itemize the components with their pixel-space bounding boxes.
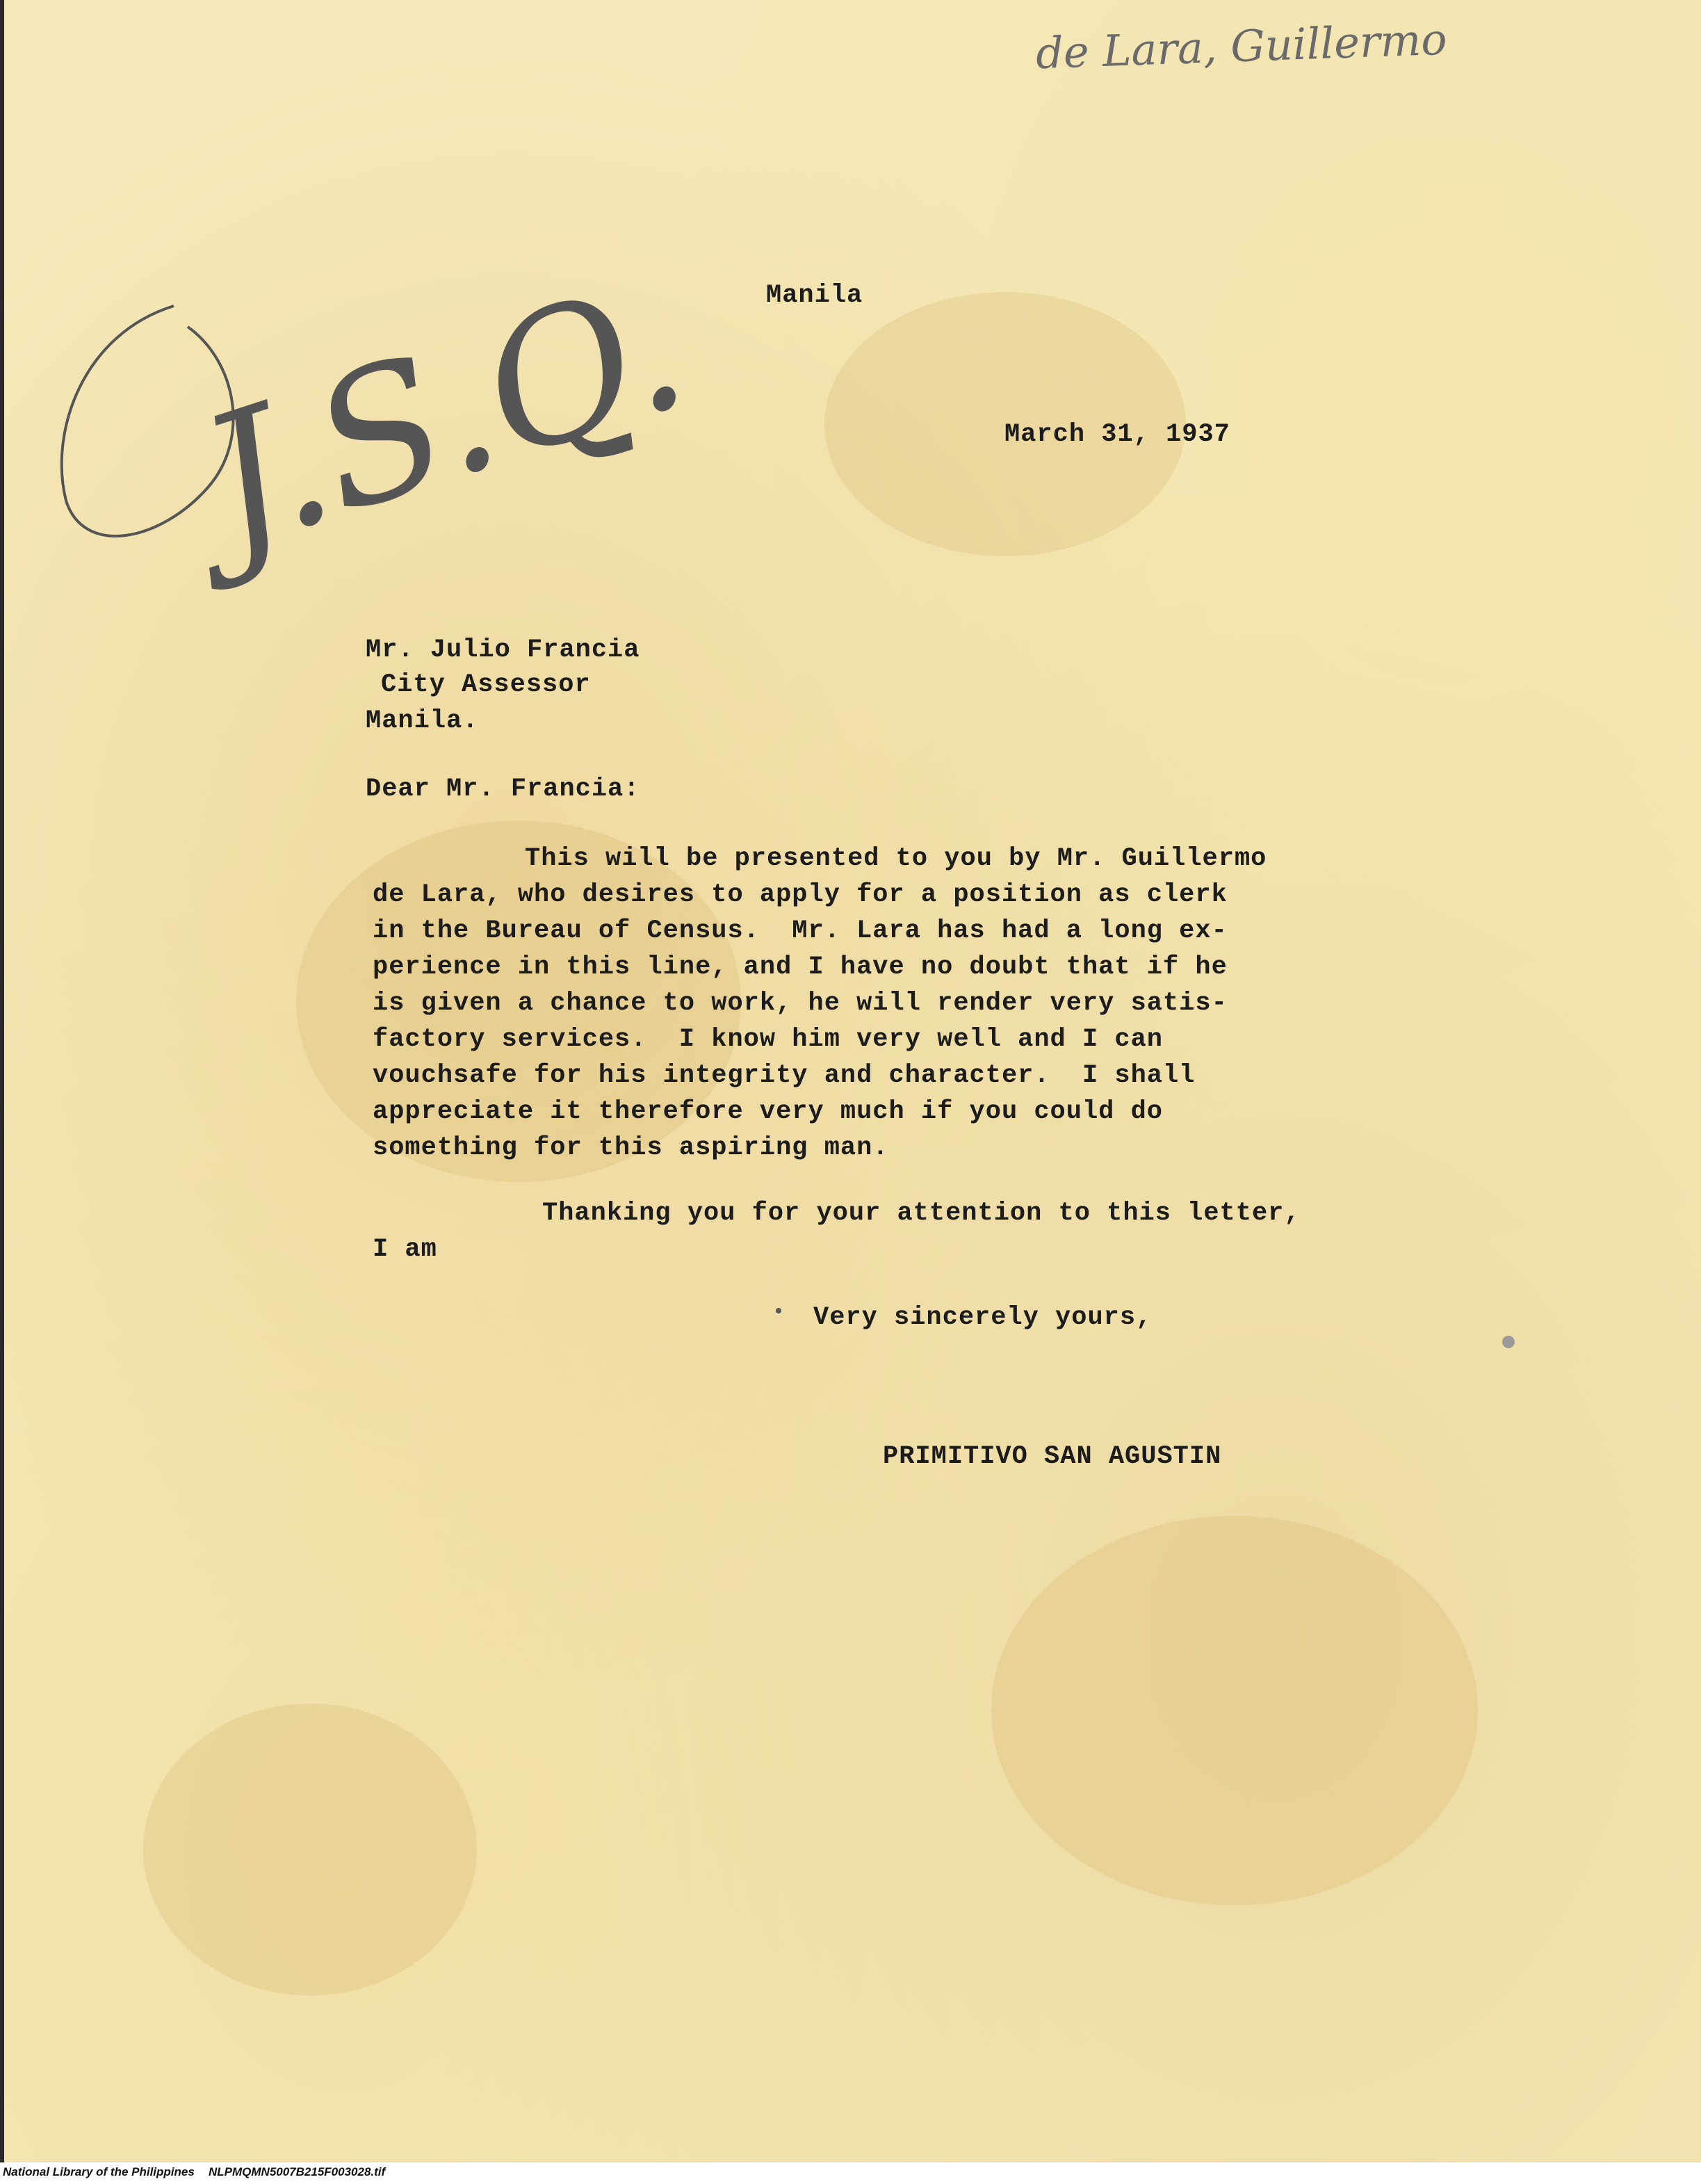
salutation: Dear Mr. Francia: (366, 775, 640, 804)
recipient-title: City Assessor (381, 670, 591, 699)
body-line: de Lara, who desires to apply for a position as clerk (373, 880, 1228, 909)
body-line: perience in this line, and I have no doubt that if he (373, 953, 1228, 982)
closing: Very sincerely yours, (813, 1303, 1153, 1332)
letter-date: March 31, 1937 (1004, 420, 1230, 449)
signature-name: PRIMITIVO SAN AGUSTIN (883, 1442, 1222, 1471)
recipient-city: Manila. (366, 706, 479, 736)
body-line: factory services. I know him very well and I can (373, 1025, 1163, 1054)
body-line: Thanking you for your attention to this letter, (542, 1199, 1301, 1228)
paper-speck (1502, 1336, 1515, 1348)
footer-file-id: NLPMQMN5007B215F003028.tif (209, 2165, 386, 2178)
body-line: in the Bureau of Census. Mr. Lara has had a long ex- (373, 916, 1228, 946)
stray-dot (776, 1308, 781, 1313)
body-line: I am (373, 1235, 437, 1264)
body-line: is given a chance to work, he will render very satis- (373, 989, 1228, 1018)
handwritten-note: de Lara, Guillermo (1034, 13, 1448, 79)
body-line: This will be presented to you by Mr. Guillermo (525, 844, 1267, 873)
body-line: vouchsafe for his integrity and character. I shall (373, 1061, 1196, 1090)
body-line: something for this aspiring man. (373, 1133, 889, 1163)
recipient-name: Mr. Julio Francia (366, 636, 640, 665)
body-line: appreciate it therefore very much if you could do (373, 1097, 1163, 1126)
letter-place: Manila (766, 281, 863, 310)
pencil-circle-stroke (62, 306, 234, 536)
footer-library: National Library of the Philippines (3, 2165, 195, 2178)
initials-text: J.S.Q. (179, 240, 708, 591)
